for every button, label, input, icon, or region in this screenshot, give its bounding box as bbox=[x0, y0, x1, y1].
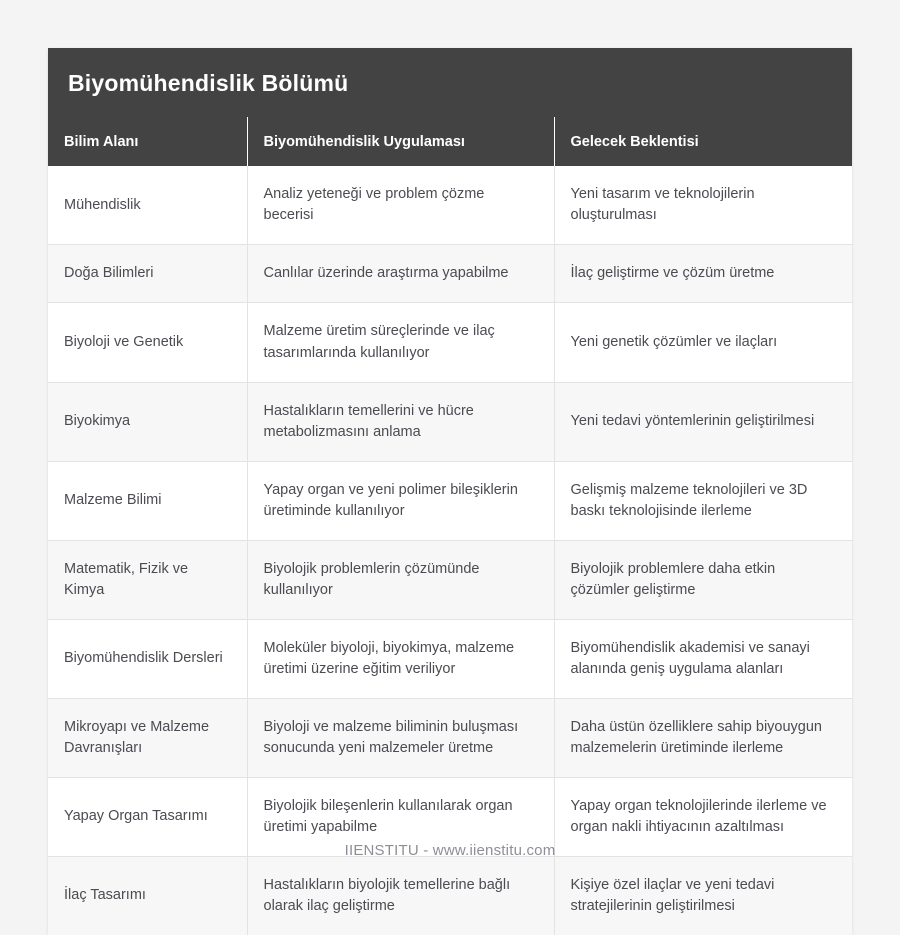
cell-beklenti: Biyomühendislik akademisi ve sanayi alanında geniş uygulama alanları bbox=[554, 619, 852, 698]
table-row bbox=[48, 303, 852, 382]
cell-beklenti: Yapay organ teknolojilerinde ilerleme ve organ nakli ihtiyacının azaltılması bbox=[554, 777, 852, 856]
table-row bbox=[48, 856, 852, 935]
table-row bbox=[48, 461, 852, 540]
cell-beklenti: Yeni genetik çözümler ve ilaçları bbox=[554, 303, 852, 382]
page-title: Biyomühendislik Bölümü bbox=[48, 48, 852, 117]
cell-uygulama: Yapay organ ve yeni polimer bileşiklerin üretiminde kullanılıyor bbox=[247, 461, 554, 540]
cell-beklenti: Yeni tasarım ve teknolojilerin oluşturulması bbox=[554, 166, 852, 245]
table-row bbox=[48, 619, 852, 698]
table-row bbox=[48, 382, 852, 461]
cell-beklenti: Gelişmiş malzeme teknolojileri ve 3D baskı teknolojisinde ilerleme bbox=[554, 461, 852, 540]
cell-bilim-alani: Matematik, Fizik ve Kimya bbox=[48, 540, 247, 619]
cell-uygulama: Hastalıkların biyolojik temellerine bağlı olarak ilaç geliştirme bbox=[247, 856, 554, 935]
cell-bilim-alani: Biyokimya bbox=[48, 382, 247, 461]
column-header-bilim-alani: Bilim Alanı bbox=[48, 117, 247, 166]
table-row bbox=[48, 245, 852, 303]
cell-bilim-alani: Mikroyapı ve Malzeme Davranışları bbox=[48, 698, 247, 777]
cell-beklenti: İlaç geliştirme ve çözüm üretme bbox=[554, 245, 852, 303]
cell-beklenti: Yeni tedavi yöntemlerinin geliştirilmesi bbox=[554, 382, 852, 461]
cell-bilim-alani: Biyomühendislik Dersleri bbox=[48, 619, 247, 698]
cell-uygulama: Moleküler biyoloji, biyokimya, malzeme üretimi üzerine eğitim veriliyor bbox=[247, 619, 554, 698]
table-header-row bbox=[48, 117, 852, 166]
table-row bbox=[48, 698, 852, 777]
footer-attribution: IIENSTITU - www.iienstitu.com bbox=[344, 842, 556, 859]
cell-uygulama: Hastalıkların temellerini ve hücre metabolizmasını anlama bbox=[247, 382, 554, 461]
cell-beklenti: Daha üstün özelliklere sahip biyouygun malzemelerin üretiminde ilerleme bbox=[554, 698, 852, 777]
cell-bilim-alani: İlaç Tasarımı bbox=[48, 856, 247, 935]
table-header bbox=[48, 117, 852, 166]
cell-bilim-alani: Malzeme Bilimi bbox=[48, 461, 247, 540]
cell-uygulama: Analiz yeteneği ve problem çözme becerisi bbox=[247, 166, 554, 245]
table-body bbox=[48, 166, 852, 934]
cell-bilim-alani: Doğa Bilimleri bbox=[48, 245, 247, 303]
cell-beklenti: Biyolojik problemlere daha etkin çözümler geliştirme bbox=[554, 540, 852, 619]
column-header-uygulama: Biyomühendislik Uygulaması bbox=[247, 117, 554, 166]
cell-uygulama: Biyoloji ve malzeme biliminin buluşması sonucunda yeni malzemeler üretme bbox=[247, 698, 554, 777]
cell-uygulama: Biyolojik bileşenlerin kullanılarak organ üretimi yapabilme bbox=[247, 777, 554, 856]
cell-bilim-alani: Yapay Organ Tasarımı bbox=[48, 777, 247, 856]
cell-bilim-alani: Biyoloji ve Genetik bbox=[48, 303, 247, 382]
column-header-beklenti: Gelecek Beklentisi bbox=[554, 117, 852, 166]
cell-uygulama: Biyolojik problemlerin çözümünde kullanılıyor bbox=[247, 540, 554, 619]
science-applications-table bbox=[48, 117, 852, 934]
table-row bbox=[48, 166, 852, 245]
table-row bbox=[48, 540, 852, 619]
table-card bbox=[48, 48, 852, 935]
cell-uygulama: Canlılar üzerinde araştırma yapabilme bbox=[247, 245, 554, 303]
cell-bilim-alani: Mühendislik bbox=[48, 166, 247, 245]
cell-beklenti: Kişiye özel ilaçlar ve yeni tedavi stratejilerinin geliştirilmesi bbox=[554, 856, 852, 935]
cell-uygulama: Malzeme üretim süreçlerinde ve ilaç tasarımlarında kullanılıyor bbox=[247, 303, 554, 382]
